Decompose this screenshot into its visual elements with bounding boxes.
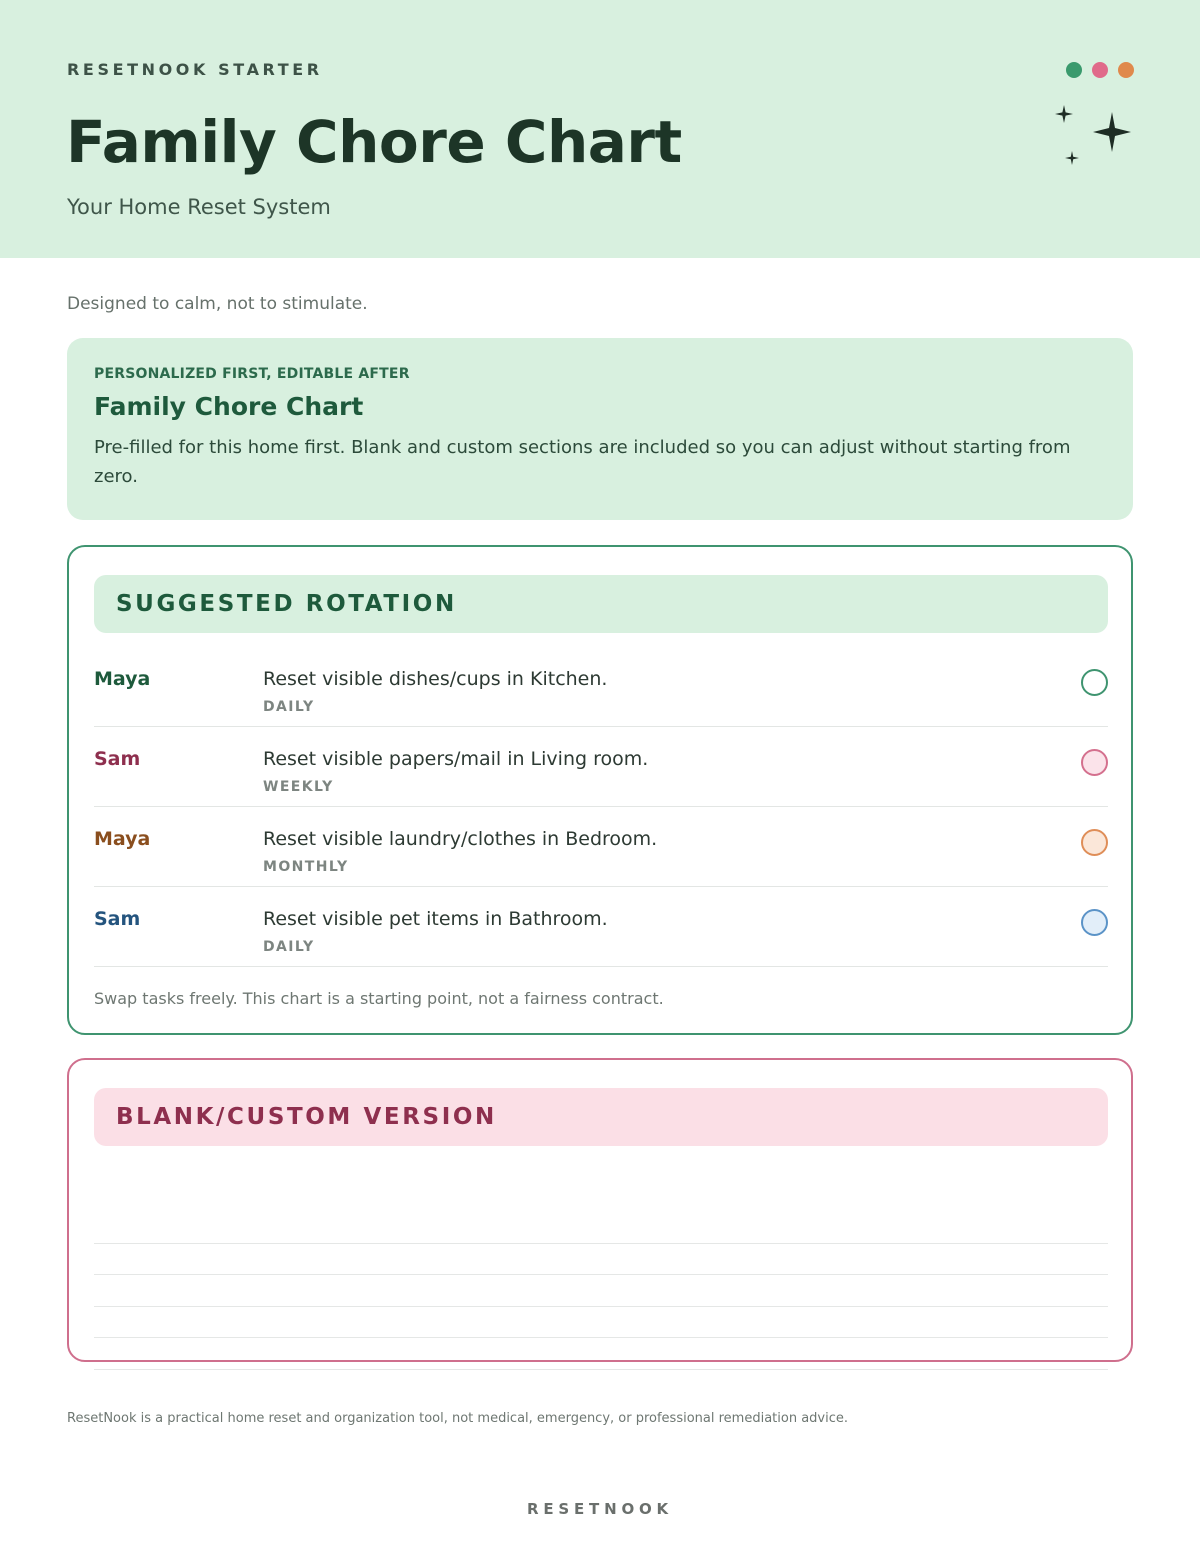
table-row (94, 887, 1108, 967)
brand-eyebrow: RESETNOOK STARTER (67, 60, 323, 79)
assignee-name: Sam (94, 748, 141, 770)
color-dots (1066, 62, 1134, 78)
rotation-list (94, 647, 1108, 967)
writing-line[interactable] (94, 1275, 1108, 1307)
table-row (94, 807, 1108, 887)
assignee-name: Sam (94, 908, 141, 930)
assignee-name: Maya (94, 668, 151, 690)
rotation-card (67, 545, 1133, 1035)
sparkles-icon (1050, 100, 1140, 172)
task-text: Reset visible pet items in Bathroom. (263, 908, 608, 930)
intro-eyebrow: PERSONALIZED FIRST, EDITABLE AFTER (94, 366, 410, 382)
checkbox-circle[interactable] (1081, 669, 1108, 696)
page-subtitle: Your Home Reset System (67, 195, 331, 219)
hero-banner (0, 0, 1200, 258)
disclaimer: ResetNook is a practical home reset and organization tool, not medical, emergency, or professional remediation advice. (67, 1411, 849, 1426)
rotation-heading: SUGGESTED ROTATION (94, 575, 1108, 633)
assignee-name: Maya (94, 828, 151, 850)
writing-line[interactable] (94, 1244, 1108, 1276)
table-row (94, 647, 1108, 727)
dot-green-icon (1066, 62, 1082, 78)
intro-text: Pre-filled for this home first. Blank and custom sections are included so you can adjust without starting from zero. (94, 437, 1071, 487)
writing-line[interactable] (94, 1212, 1108, 1244)
frequency-label: WEEKLY (263, 779, 334, 795)
writing-line[interactable] (94, 1307, 1108, 1339)
custom-card (67, 1058, 1133, 1362)
intro-title: Family Chore Chart (94, 392, 364, 421)
table-row (94, 727, 1108, 807)
page-title: Family Chore Chart (66, 108, 682, 176)
checkbox-circle[interactable] (1081, 749, 1108, 776)
blank-lines (94, 1212, 1108, 1370)
task-text: Reset visible laundry/clothes in Bedroom. (263, 828, 658, 850)
frequency-label: MONTHLY (263, 859, 349, 875)
checkbox-circle[interactable] (1081, 829, 1108, 856)
tagline: Designed to calm, not to stimulate. (67, 294, 368, 314)
frequency-label: DAILY (263, 699, 315, 715)
task-text: Reset visible dishes/cups in Kitchen. (263, 668, 608, 690)
custom-heading: BLANK/CUSTOM VERSION (94, 1088, 1108, 1146)
footer-brand: RESETNOOK (527, 1500, 673, 1518)
task-text: Reset visible papers/mail in Living room. (263, 748, 649, 770)
dot-pink-icon (1092, 62, 1108, 78)
rotation-note: Swap tasks freely. This chart is a starting point, not a fairness contract. (94, 989, 664, 1008)
dot-orange-icon (1118, 62, 1134, 78)
frequency-label: DAILY (263, 939, 315, 955)
checkbox-circle[interactable] (1081, 909, 1108, 936)
writing-line[interactable] (94, 1338, 1108, 1370)
intro-panel (67, 338, 1133, 520)
